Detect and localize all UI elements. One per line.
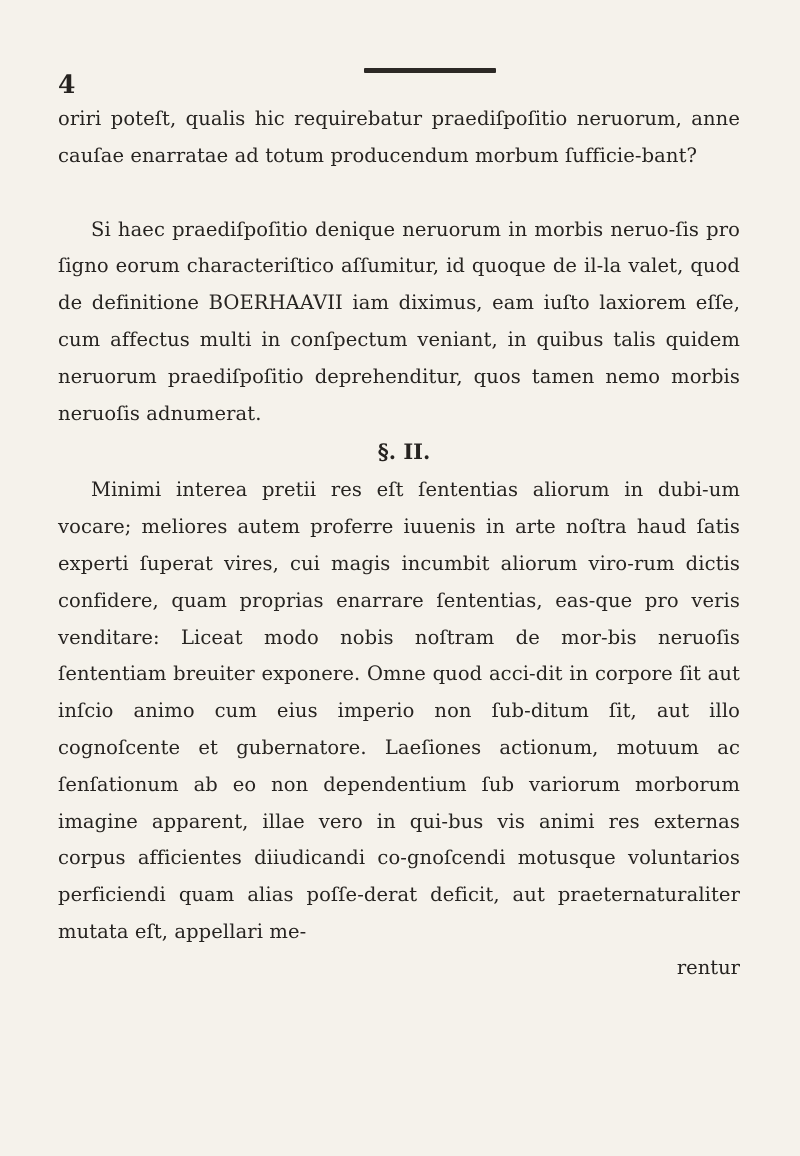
paragraph-3: Minimi interea pretii res eſt ſententias aliorum in dubi-um vocare; meliores autem proferre iuuenis in arte noſtra haud ſatis experti ſuperat vires, cui magis incumbit aliorum viro-rum dictis confidere, quam proprias enarrare ſententias, eas-que pro veris venditare: Liceat modo nobis noſtram de mor-bis neruoſis ſententiam breuiter exponere. Omne quod acci-dit in corpore ſit aut inſcio animo cum eius imperio non ſub-ditum ſit, aut illo cognoſcente et gubernatore. Laeſiones actionum, motuum ac ſenſationum ab eo non dependentium ſub variorum morborum imagine apparent, illae vero in qui-bus vis animi res externas corpus afficientes diiudicandi co-gnoſcendi motusque voluntarios perficiendi quam alias poſſe-derat deficit, aut praeternaturaliter mutata eſt, appellari me- — [58, 478, 740, 943]
section-heading: §. II. — [377, 439, 431, 465]
paragraph-1: oriri poteſt, qualis hic requirebatur praediſpoſitio neruorum, anne cauſae enarratae ad totum producendum morbum ſufficie-bant? — [58, 107, 740, 167]
text-block — [58, 101, 740, 985]
catchword: rentur — [676, 955, 740, 979]
paragraph-2: Si haec praediſpoſitio denique neruorum in morbis neruo-ſis pro ſigno eorum characteriſtico aſſumitur, id quoque de il-la valet, quod de definitione BOERHAAVII iam diximus, eam iuſto laxiorem eſſe, cum affectus multi in conſpectum veniant, in quibus talis quidem neruorum praediſpoſitio deprehenditur, quos tamen nemo morbis neruoſis adnumerat. — [58, 217, 740, 425]
paragraph-gap — [58, 175, 740, 212]
header-rule — [364, 68, 496, 73]
page-number: 4 — [58, 70, 76, 99]
